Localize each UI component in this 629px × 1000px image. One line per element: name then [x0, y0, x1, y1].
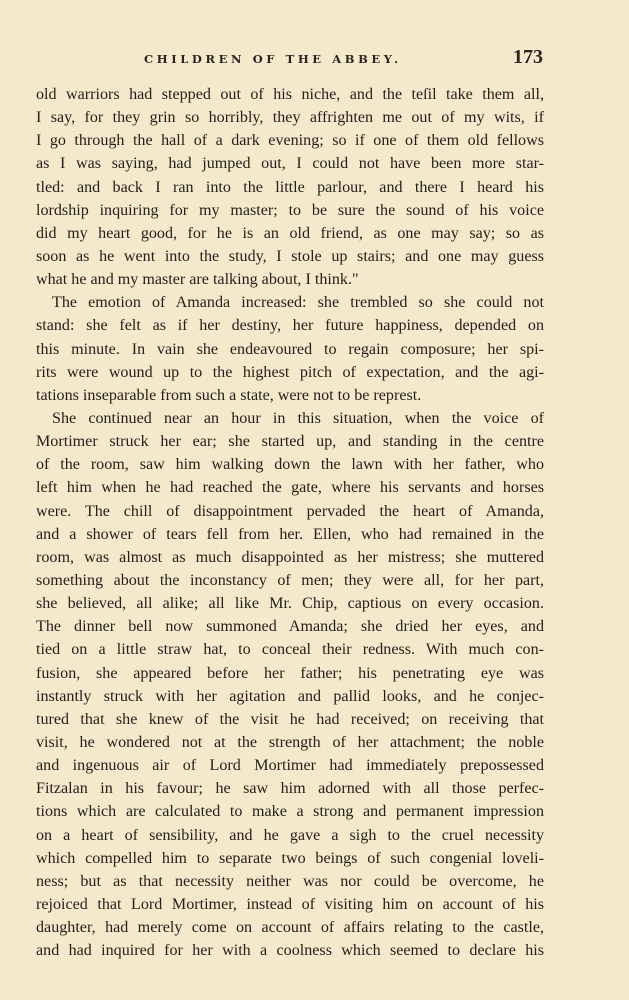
text-line: lordship inquiring for my master; to be sure the sound of his voice: [36, 201, 544, 219]
text-line: The dinner bell now summoned Amanda; she dried her eyes, and: [36, 618, 544, 636]
text-line: daughter, had merely come on account of affairs relating to the castle,: [36, 919, 544, 937]
text-line: as I was saying, had jumped out, I could not have been more star-: [36, 155, 544, 173]
text-line: tled: and back I ran into the little parlour, and there I heard his: [36, 178, 544, 196]
text-line: tations inseparable from such a state, were not to be represt.: [36, 386, 422, 404]
text-line: and had inquired for her with a coolness which seemed to declare his: [36, 942, 544, 960]
text-line: room, was almost as much disappointed as her mistress; she muttered: [36, 548, 544, 566]
text-line: this minute. In vain she endeavoured to regain composure; her spi-: [36, 340, 544, 358]
text-line: and a shower of tears fell from her. Ellen, who had remained in the: [36, 525, 544, 543]
text-line: which compelled him to separate two beings of such congenial loveli-: [36, 849, 544, 867]
text-line: fusion, she appeared before her father; his penetrating eye was: [36, 664, 544, 682]
text-line: and ingenuous air of Lord Mortimer had immediately prepossessed: [36, 757, 544, 775]
text-line: I say, for they grin so horribly, they affrighten me out of my wits, if: [36, 109, 544, 127]
text-line: Fitzalan in his favour; he saw him adorned with all those perfec-: [36, 780, 544, 798]
text-line: rits were wound up to the highest pitch of expectation, and the agi-: [36, 363, 544, 381]
text-line: Mortimer struck her ear; she started up, and standing in the centre: [36, 433, 544, 451]
text-line: tions which are calculated to make a strong and permanent impression: [36, 803, 544, 821]
text-line: on a heart of sensibility, and he gave a sigh to the cruel necessity: [36, 826, 544, 844]
text-line: ness; but as that necessity neither was nor could be overcome, he: [36, 872, 544, 890]
text-line: stand: she felt as if her destiny, her future happiness, depended on: [36, 317, 544, 335]
text-line: something about the inconstancy of men; they were all, for her part,: [36, 571, 544, 589]
text-line: did my heart good, for he is an old friend, as one may say; so as: [36, 224, 544, 242]
text-line: I go through the hall of a dark evening; so if one of them old fellows: [36, 132, 544, 150]
text-line: she believed, all alike; all like Mr. Chip, captious on every occasion.: [36, 595, 544, 613]
running-title: CHILDREN OF THE ABBEY.: [144, 52, 402, 66]
text-line: old warriors had stepped out of his niche, and the teſil take them all,: [36, 86, 544, 103]
body-text: [36, 83, 544, 962]
text-line: The emotion of Amanda increased: she trembled so she could not: [52, 294, 544, 312]
text-line: were. The chill of disappointment pervaded the heart of Amanda,: [36, 502, 544, 520]
text-line: visit, he wondered not at the strength of her attachment; the noble: [36, 733, 544, 751]
text-line: soon as he went into the study, I stole up stairs; and one may guess: [36, 247, 544, 265]
text-line: tied on a little straw hat, to conceal their redness. With much con-: [36, 641, 544, 659]
text-line: tured that she knew of the visit he had received; on receiving that: [36, 710, 544, 728]
text-line: what he and my master are talking about, I think.": [36, 271, 359, 289]
text-line: She continued near an hour in this situation, when the voice of: [52, 409, 544, 427]
text-line: instantly struck with her agitation and pallid looks, and he conjec-: [36, 687, 544, 705]
text-line: of the room, saw him walking down the lawn with her father, who: [36, 456, 544, 474]
page-header: [0, 44, 629, 74]
page-number: 173: [513, 46, 543, 68]
text-line: rejoiced that Lord Mortimer, instead of visiting him on account of his: [36, 895, 544, 913]
text-line: left him when he had reached the gate, where his servants and horses: [36, 479, 544, 497]
